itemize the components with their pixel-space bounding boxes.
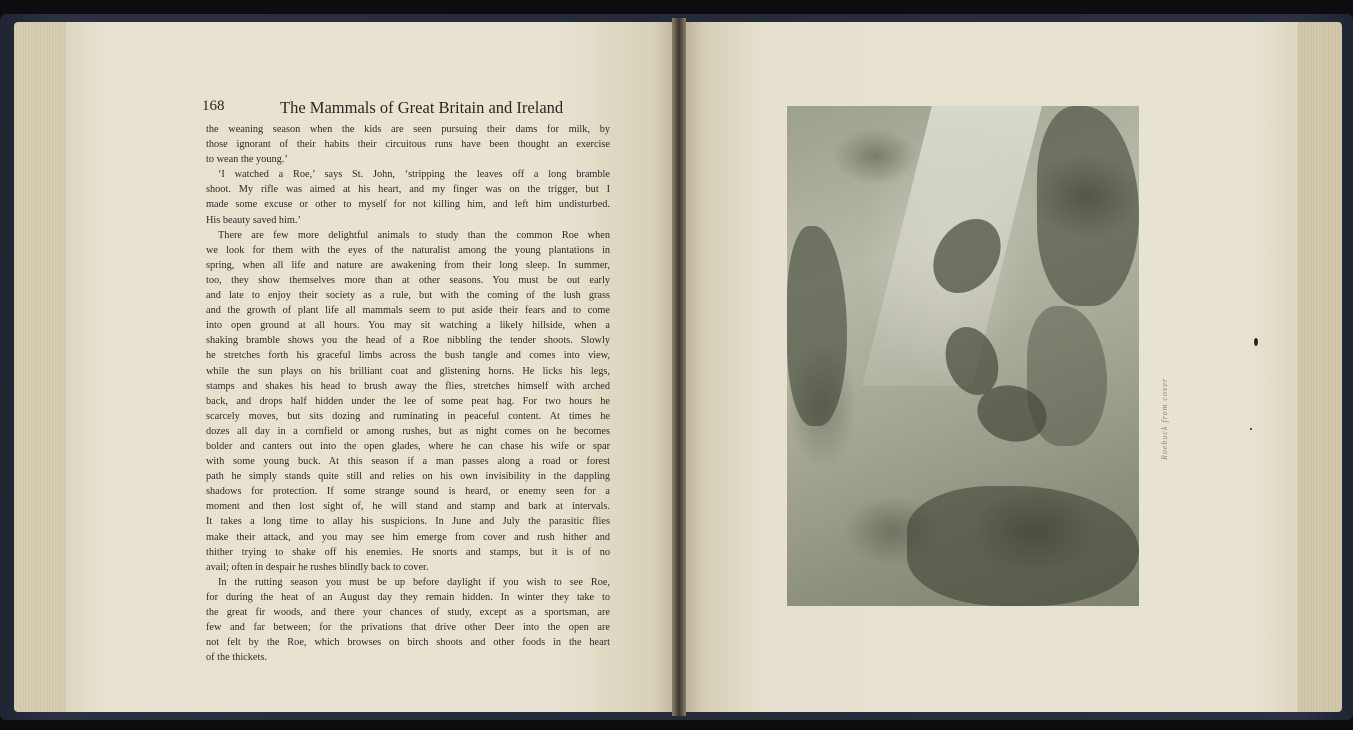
- text-line: and the growth of plant life all mammals seem to put aside their fears and to come: [206, 305, 610, 317]
- body-text: [206, 122, 610, 665]
- book-gutter: [672, 18, 686, 716]
- text-line: shadows for protection. If some strange sound is heard, or enemy seen for a: [206, 486, 610, 498]
- text-line: There are few more delightful animals to study than the common Roe when: [218, 229, 610, 241]
- text-line: for during the heat of an August day they remain hidden. In winter they take to: [206, 591, 610, 603]
- text-line: too, they show themselves more than at other seasons. You must be out early: [206, 274, 610, 286]
- text-line: with some young buck. At this season if a man passes along a road or forest: [206, 456, 610, 468]
- text-line: while the sun plays on his brilliant coat and glistening horns. He licks his legs,: [206, 365, 610, 377]
- right-page-edges: [1296, 22, 1342, 712]
- plate-foliage: [1037, 106, 1139, 306]
- running-title: The Mammals of Great Britain and Ireland: [280, 98, 564, 117]
- text-line: His beauty saved him.’: [206, 214, 301, 226]
- text-line: stamps and shakes his head to brush away the flies, stretches himself with arched: [206, 380, 610, 392]
- left-page-edges: [14, 22, 74, 712]
- text-line: path he simply stands quite still and relies on his own invisibility in the dappling: [206, 471, 610, 483]
- text-line: spring, when all life and nature are awakening from their long sleep. In summer,: [206, 259, 610, 271]
- page-number: 168: [202, 98, 225, 114]
- text-line: into open ground at all hours. You may sit watching a likely hillside, when a: [206, 320, 610, 332]
- text-line: shoot. My rifle was aimed at his heart, and my finger was on the trigger, but I: [206, 184, 610, 196]
- text-line: make their attack, and you may see him emerge from cover and rush hither and: [206, 531, 610, 543]
- text-line: avail; often in despair he rushes blindly back to cover.: [206, 561, 429, 573]
- text-line: to wean the young.’: [206, 154, 288, 166]
- text-line: scarcely moves, but sits dozing and ruminating in peaceful content. At times he: [206, 410, 610, 422]
- text-line: In the rutting season you must be up before daylight if you wish to see Roe,: [218, 576, 610, 588]
- page-mark: [1250, 428, 1252, 430]
- text-line: bolder and canters out into the open glades, where he can chase his wife or spar: [206, 440, 610, 452]
- plate-foliage: [907, 486, 1139, 606]
- text-line: thither trying to shake off his enemies. He snorts and stamps, but it is of no: [206, 546, 610, 558]
- text-line: few and far between; for the privations that drive other Deer into the open are: [206, 622, 610, 634]
- text-line: we look for them with the eyes of the naturalist among the young plantations in: [206, 244, 610, 256]
- text-line: shaking bramble shows you the head of a Roe nibbling the tender shoots. Slowly: [206, 335, 610, 347]
- text-line: back, and drops half hidden under the lee of some peat hag. For two hours he: [206, 395, 610, 407]
- text-line: dozes all day in a cornfield or among rushes, but as night comes on he becomes: [206, 425, 610, 437]
- text-line: It takes a long time to allay his suspicions. In June and July the parasitic flies: [206, 516, 610, 528]
- text-line: he stretches forth his graceful limbs across the bush tangle and comes into view,: [206, 350, 610, 362]
- text-line: those ignorant of their habits their circuitous runs have been thought an exercise: [206, 139, 610, 151]
- text-line: moment and then lost sight of, he will stand and stamp and bark at intervals.: [206, 501, 610, 513]
- plate-foliage: [787, 226, 847, 426]
- plate-caption: Roebuck from cover: [1160, 377, 1169, 460]
- illustration-plate: [787, 106, 1139, 606]
- text-line: ‘I watched a Roe,’ says St. John, ‘stripping the leaves off a long bramble: [218, 169, 610, 181]
- page-mark: [1254, 338, 1258, 346]
- text-line: not felt by the Roe, which browses on birch shoots and other foods in the heart: [206, 637, 610, 649]
- text-line: of the thickets.: [206, 652, 267, 664]
- running-head: [202, 98, 612, 122]
- text-line: made some excuse or other to myself for not killing him, and left him undisturbed.: [206, 199, 610, 211]
- text-line: the great fir woods, and there your chances of study, except as a sportsman, are: [206, 607, 610, 618]
- text-line: the weaning season when the kids are seen pursuing their dams for milk, by: [206, 124, 610, 135]
- text-line: and late to enjoy their society as a rule, but with the coming of the lush grass: [206, 290, 610, 302]
